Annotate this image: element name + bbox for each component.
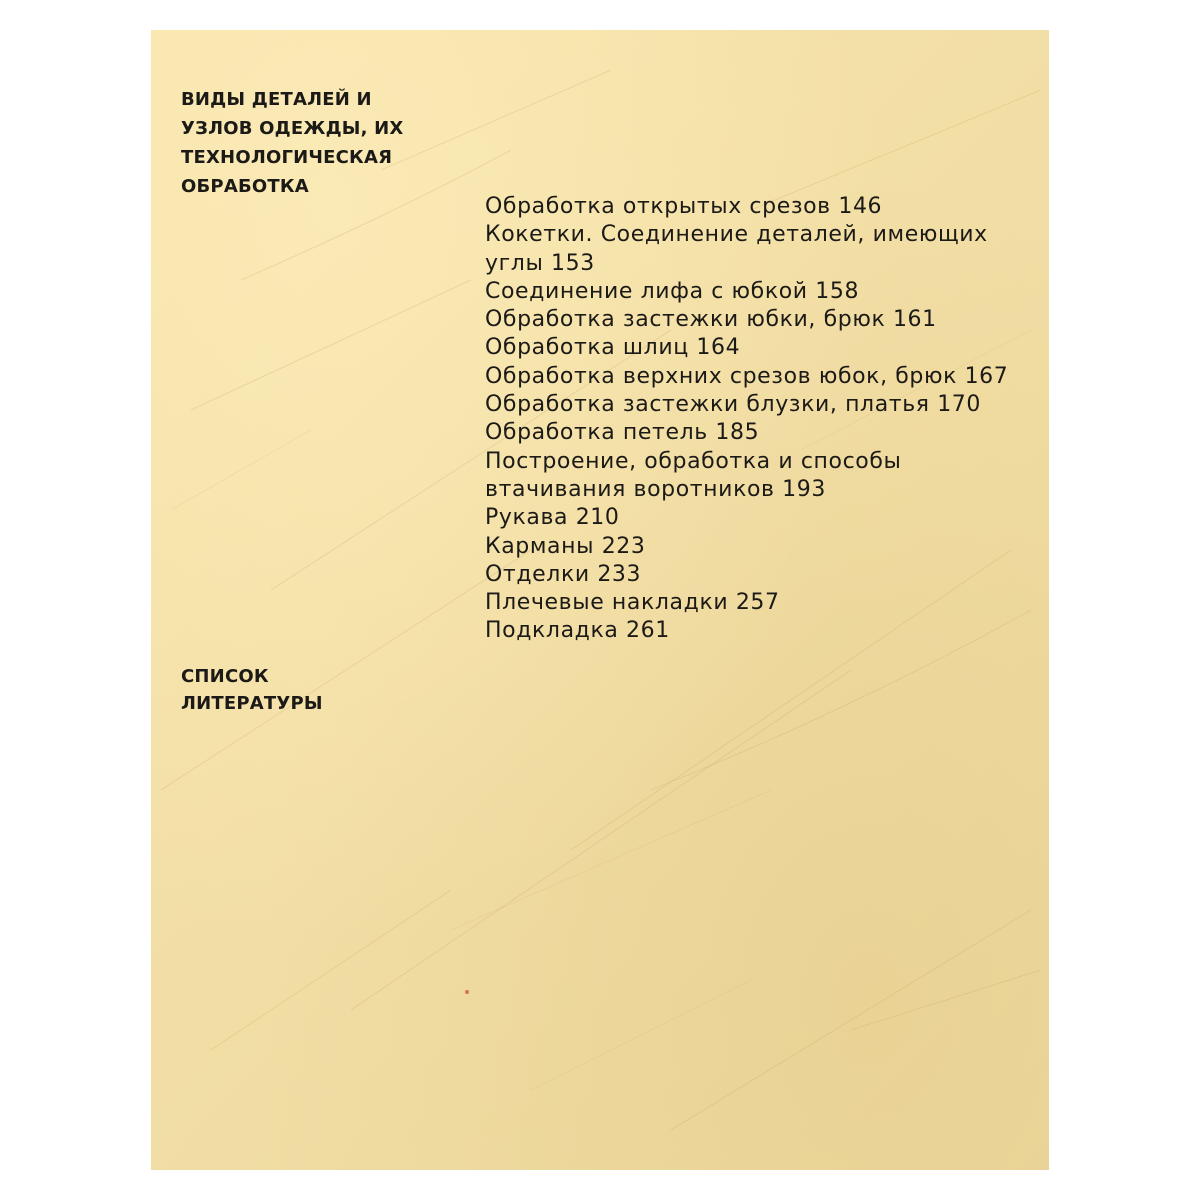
toc-entry: Обработка петель 185 <box>485 420 760 446</box>
toc-entry: Плечевые накладки 257 <box>485 590 780 616</box>
section-title-bibliography: СПИСОК ЛИТЕРАТУРЫ <box>181 666 323 714</box>
book-page <box>151 30 1049 1170</box>
toc-entry: Обработка открытых срезов 146 <box>485 194 883 219</box>
section-title-clothing-details: ВИДЫ ДЕТАЛЕЙ И УЗЛОВ ОДЕЖДЫ, ИХ ТЕХНОЛОГИЧЕСКАЯ ОБРАБОТКА <box>181 89 404 197</box>
toc-entry: Карманы 223 <box>485 533 646 559</box>
toc-entry: Отделки 233 <box>485 561 642 587</box>
toc-entry: Рукава 210 <box>485 505 620 531</box>
toc-entry: Соединение лифа с юбкой 158 <box>485 278 860 304</box>
toc-entry: втачивания воротников 193 <box>485 476 826 502</box>
table-of-contents <box>485 193 1008 646</box>
toc-entry: Подкладка 261 <box>485 618 670 644</box>
toc-entry: углы 153 <box>485 250 595 276</box>
toc-entry: Обработка шлиц 164 <box>485 335 741 361</box>
toc-entry: Обработка застежки блузки, платья 170 <box>485 392 982 418</box>
toc-entry: Обработка верхних срезов юбок, брюк 167 <box>485 363 1009 389</box>
toc-entry: Кокетки. Соединение деталей, имеющих <box>485 222 988 248</box>
toc-entry: Построение, обработка и способы <box>485 448 902 474</box>
toc-entry: Обработка застежки юбки, брюк 161 <box>485 307 937 333</box>
